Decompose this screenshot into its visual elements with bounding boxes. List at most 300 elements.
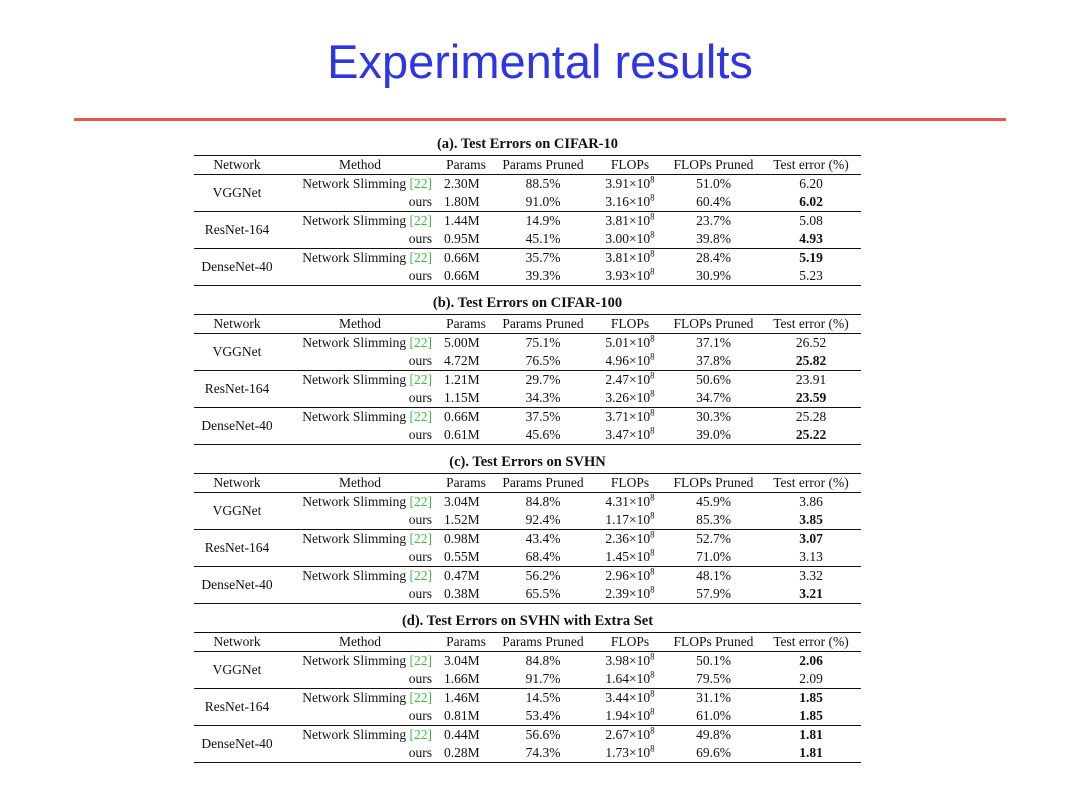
network-name: ResNet-164 [204,540,270,555]
params-pruned-cell: 39.3% [525,268,561,283]
test-error-cell: 3.32 [799,568,823,583]
flops-mantissa: 3.98 [605,653,629,668]
params-pruned-cell: 84.8% [525,653,561,668]
column-header: Test error (%) [773,634,849,649]
method-cell [280,426,440,445]
params-pruned-cell: 56.2% [525,568,561,583]
flops-exponent: 8 [650,425,655,436]
column-header: Network [213,316,261,331]
flops-mantissa: 3.81 [605,213,629,228]
flops-mantissa: 1.73 [605,745,629,760]
table-row [194,707,861,726]
citation-link[interactable]: [22] [409,568,432,583]
method-name: ours [408,708,432,723]
method-name: Network Slimming [302,494,407,509]
network-group [194,726,861,763]
flops-mantissa: 3.71 [605,409,629,424]
params-pruned-cell: 76.5% [525,353,561,368]
params-cell: 0.98M [444,531,480,546]
times-sign: ×10 [629,213,651,228]
citation-link[interactable]: [22] [409,335,432,350]
column-header: Params [446,316,486,331]
times-sign: ×10 [629,409,651,424]
flops-mantissa: 3.91 [605,176,629,191]
table-row [194,493,861,512]
method-name: Network Slimming [302,653,407,668]
method-name: Network Slimming [302,176,407,191]
flops-cell [594,567,666,586]
citation-link[interactable]: [22] [409,176,432,191]
citation-link[interactable]: [22] [409,727,432,742]
params-cell: 1.46M [444,690,480,705]
params-cell: 0.61M [444,427,480,442]
times-sign: ×10 [629,494,651,509]
method-name: Network Slimming [302,690,407,705]
test-error-cell: 1.85 [799,708,823,723]
table-row [194,352,861,371]
table-row [194,193,861,212]
flops-cell [594,426,666,445]
params-cell: 3.04M [444,494,480,509]
flops-exponent: 8 [650,407,655,418]
method-cell [280,408,440,427]
method-name: ours [408,586,432,601]
method-name: ours [408,512,432,527]
flops-mantissa: 2.96 [605,568,629,583]
flops-mantissa: 3.00 [605,231,629,246]
method-name: ours [408,745,432,760]
flops-pruned-cell: 61.0% [696,708,731,723]
method-name: ours [408,353,432,368]
flops-exponent: 8 [650,669,655,680]
flops-cell [594,726,666,745]
method-cell [280,493,440,512]
table-row [194,212,861,231]
method-cell [280,389,440,408]
method-cell [280,530,440,549]
table-row [194,689,861,708]
method-name: ours [408,549,432,564]
citation-link[interactable]: [22] [409,531,432,546]
test-error-cell: 3.86 [799,494,823,509]
table-header-row [194,633,861,652]
column-header: FLOPs [610,634,650,649]
params-pruned-cell: 53.4% [525,708,561,723]
column-header: FLOPs [610,157,650,172]
flops-exponent: 8 [650,248,655,259]
results-table [194,314,861,445]
test-error-cell: 23.59 [795,390,827,405]
times-sign: ×10 [629,268,651,283]
flops-exponent: 8 [650,266,655,277]
network-group [194,175,861,212]
times-sign: ×10 [629,231,651,246]
method-cell [280,334,440,353]
flops-cell [594,249,666,268]
flops-pruned-cell: 39.0% [696,427,731,442]
test-error-cell: 5.23 [799,268,823,283]
params-cell: 0.81M [444,708,480,723]
column-header: Params Pruned [502,475,584,490]
table-row [194,726,861,745]
flops-exponent: 8 [650,547,655,558]
params-cell: 0.95M [444,231,480,246]
column-header: Test error (%) [773,157,849,172]
params-cell: 0.66M [444,409,480,424]
column-header: Test error (%) [773,475,849,490]
method-cell [280,652,440,671]
column-header: Params [446,634,486,649]
network-group [194,530,861,567]
method-name: ours [408,194,432,209]
table-caption: (b). Test Errors on CIFAR-100 [432,295,623,311]
results-tables [194,133,861,763]
test-error-cell: 4.93 [799,231,823,246]
test-error-cell: 25.28 [795,409,827,424]
network-group [194,689,861,726]
test-error-cell: 5.19 [799,250,823,265]
column-header: Network [213,157,261,172]
params-pruned-cell: 43.4% [525,531,561,546]
params-cell: 1.21M [444,372,480,387]
flops-exponent: 8 [650,651,655,662]
table-row [194,175,861,194]
table-row [194,230,861,249]
test-error-cell: 1.81 [799,745,823,760]
times-sign: ×10 [629,745,651,760]
flops-mantissa: 3.93 [605,268,629,283]
flops-exponent: 8 [650,510,655,521]
times-sign: ×10 [629,708,651,723]
method-cell [280,585,440,604]
flops-cell [594,334,666,353]
params-pruned-cell: 45.1% [525,231,561,246]
network-group [194,493,861,530]
citation-link[interactable]: [22] [409,653,432,668]
column-header: Network [213,475,261,490]
flops-pruned-cell: 45.9% [696,494,731,509]
title-divider [74,118,1006,121]
flops-mantissa: 1.45 [605,549,629,564]
flops-pruned-cell: 34.7% [696,390,731,405]
column-header: Method [339,316,381,331]
params-pruned-cell: 88.5% [525,176,561,191]
test-error-cell: 23.91 [795,372,827,387]
params-pruned-cell: 91.0% [525,194,561,209]
flops-pruned-cell: 37.8% [696,353,731,368]
citation-link[interactable]: [22] [409,690,432,705]
times-sign: ×10 [629,427,651,442]
flops-mantissa: 2.36 [605,531,629,546]
column-header: Params [446,157,486,172]
flops-mantissa: 2.67 [605,727,629,742]
test-error-cell: 26.52 [795,335,827,350]
times-sign: ×10 [629,176,651,191]
flops-mantissa: 3.81 [605,250,629,265]
flops-mantissa: 1.94 [605,708,629,723]
slide-title: Experimental results [327,35,753,88]
flops-pruned-cell: 48.1% [696,568,731,583]
flops-pruned-cell: 28.4% [696,250,731,265]
params-pruned-cell: 14.9% [525,213,561,228]
method-cell [280,670,440,689]
test-error-cell: 6.02 [799,194,823,209]
column-header: Params Pruned [502,157,584,172]
method-cell [280,548,440,567]
times-sign: ×10 [629,690,651,705]
params-cell: 1.44M [444,213,480,228]
params-cell: 3.04M [444,653,480,668]
test-error-cell: 25.22 [795,427,827,442]
flops-cell [594,744,666,763]
method-cell [280,567,440,586]
flops-cell [594,585,666,604]
params-cell: 0.66M [444,250,480,265]
method-name: ours [408,390,432,405]
table-caption: (c). Test Errors on SVHN [449,454,606,470]
flops-pruned-cell: 49.8% [696,727,731,742]
params-cell: 1.80M [444,194,480,209]
flops-mantissa: 3.26 [605,390,629,405]
flops-pruned-cell: 69.6% [696,745,731,760]
table-row [194,548,861,567]
times-sign: ×10 [629,335,651,350]
network-name: ResNet-164 [204,222,270,237]
params-pruned-cell: 29.7% [525,372,561,387]
column-header: FLOPs Pruned [673,157,754,172]
flops-exponent: 8 [650,584,655,595]
params-cell: 0.55M [444,549,480,564]
flops-pruned-cell: 51.0% [696,176,731,191]
method-name: ours [408,427,432,442]
table-caption: (d). Test Errors on SVHN with Extra Set [401,613,654,629]
citation-link[interactable]: [22] [409,409,432,424]
network-name: DenseNet-40 [201,577,273,592]
column-header: FLOPs Pruned [673,316,754,331]
column-header: Params Pruned [502,634,584,649]
network-group [194,567,861,604]
network-group [194,334,861,371]
flops-cell [594,652,666,671]
params-pruned-cell: 37.5% [525,409,561,424]
params-pruned-cell: 84.8% [525,494,561,509]
flops-exponent: 8 [650,688,655,699]
test-error-cell: 3.21 [799,586,823,601]
flops-exponent: 8 [650,211,655,222]
params-cell: 4.72M [444,353,480,368]
flops-pruned-cell: 50.1% [696,653,731,668]
table-row [194,567,861,586]
params-cell: 0.47M [444,568,480,583]
column-header: Params [446,475,486,490]
method-cell [280,193,440,212]
flops-mantissa: 1.17 [605,512,629,527]
flops-pruned-cell: 60.4% [696,194,731,209]
test-error-cell: 3.85 [799,512,823,527]
table-row [194,426,861,445]
params-pruned-cell: 35.7% [525,250,561,265]
times-sign: ×10 [629,512,651,527]
params-pruned-cell: 91.7% [525,671,561,686]
network-group [194,371,861,408]
flops-cell [594,548,666,567]
network-group [194,408,861,445]
method-name: Network Slimming [302,372,407,387]
results-panel [194,133,861,286]
network-name: ResNet-164 [204,699,270,714]
flops-cell [594,175,666,194]
times-sign: ×10 [629,549,651,564]
method-name: Network Slimming [302,250,407,265]
table-row [194,249,861,268]
method-cell [280,726,440,745]
citation-link[interactable]: [22] [409,494,432,509]
flops-pruned-cell: 52.7% [696,531,731,546]
method-cell [280,744,440,763]
method-cell [280,212,440,231]
params-pruned-cell: 74.3% [525,745,561,760]
flops-exponent: 8 [650,370,655,381]
results-table [194,632,861,763]
network-group [194,652,861,689]
flops-mantissa: 2.39 [605,586,629,601]
params-cell: 0.28M [444,745,480,760]
params-cell: 0.44M [444,727,480,742]
test-error-cell: 3.13 [799,549,823,564]
column-header: Params Pruned [502,316,584,331]
times-sign: ×10 [629,372,651,387]
params-cell: 0.38M [444,586,480,601]
params-pruned-cell: 75.1% [525,335,561,350]
params-pruned-cell: 65.5% [525,586,561,601]
flops-exponent: 8 [650,192,655,203]
flops-cell [594,389,666,408]
table-header-row [194,156,861,175]
flops-pruned-cell: 37.1% [696,335,731,350]
params-pruned-cell: 45.6% [525,427,561,442]
method-cell [280,511,440,530]
table-row [194,371,861,390]
params-cell: 1.52M [444,512,480,527]
network-name: DenseNet-40 [201,418,273,433]
flops-exponent: 8 [650,388,655,399]
column-header: Network [213,634,261,649]
flops-cell [594,408,666,427]
flops-cell [594,689,666,708]
table-row [194,267,861,286]
column-header: Method [339,157,381,172]
flops-pruned-cell: 57.9% [696,586,731,601]
flops-cell [594,212,666,231]
flops-mantissa: 3.16 [605,194,629,209]
params-pruned-cell: 92.4% [525,512,561,527]
flops-exponent: 8 [650,492,655,503]
flops-exponent: 8 [650,174,655,185]
table-row [194,389,861,408]
flops-cell [594,530,666,549]
method-cell [280,707,440,726]
table-row [194,530,861,549]
method-cell [280,175,440,194]
flops-pruned-cell: 39.8% [696,231,731,246]
results-table [194,155,861,286]
params-pruned-cell: 14.5% [525,690,561,705]
results-panel [194,451,861,604]
flops-exponent: 8 [650,333,655,344]
times-sign: ×10 [629,653,651,668]
method-name: ours [408,268,432,283]
test-error-cell: 1.85 [799,690,823,705]
citation-link[interactable]: [22] [409,250,432,265]
params-pruned-cell: 68.4% [525,549,561,564]
test-error-cell: 5.08 [799,213,823,228]
times-sign: ×10 [629,353,651,368]
citation-link[interactable]: [22] [409,372,432,387]
method-cell [280,230,440,249]
method-name: Network Slimming [302,213,407,228]
times-sign: ×10 [629,568,651,583]
column-header: Method [339,634,381,649]
flops-cell [594,371,666,390]
table-row [194,652,861,671]
flops-cell [594,230,666,249]
times-sign: ×10 [629,531,651,546]
flops-exponent: 8 [650,351,655,362]
table-row [194,585,861,604]
method-name: Network Slimming [302,727,407,742]
column-header: FLOPs [610,316,650,331]
network-group [194,249,861,286]
table-header-row [194,474,861,493]
flops-mantissa: 4.96 [605,353,629,368]
test-error-cell: 25.82 [795,353,827,368]
flops-exponent: 8 [650,743,655,754]
flops-mantissa: 1.64 [605,671,629,686]
citation-link[interactable]: [22] [409,213,432,228]
network-name: ResNet-164 [204,381,270,396]
flops-cell [594,511,666,530]
flops-cell [594,670,666,689]
method-name: Network Slimming [302,568,407,583]
method-cell [280,689,440,708]
times-sign: ×10 [629,727,651,742]
table-caption: (a). Test Errors on CIFAR-10 [436,136,619,152]
method-cell [280,267,440,286]
table-row [194,511,861,530]
column-header: FLOPs Pruned [673,475,754,490]
test-error-cell: 3.07 [799,531,823,546]
method-name: Network Slimming [302,409,407,424]
params-cell: 5.00M [444,335,480,350]
network-name: VGGNet [212,503,262,518]
table-header-row [194,315,861,334]
method-cell [280,249,440,268]
column-header: Test error (%) [773,316,849,331]
params-cell: 1.66M [444,671,480,686]
params-pruned-cell: 34.3% [525,390,561,405]
network-name: DenseNet-40 [201,259,273,274]
times-sign: ×10 [629,586,651,601]
times-sign: ×10 [629,250,651,265]
flops-exponent: 8 [650,706,655,717]
method-cell [280,371,440,390]
flops-pruned-cell: 85.3% [696,512,731,527]
network-name: VGGNet [212,662,262,677]
flops-cell [594,352,666,371]
table-row [194,744,861,763]
flops-mantissa: 3.44 [605,690,629,705]
column-header: Method [339,475,381,490]
